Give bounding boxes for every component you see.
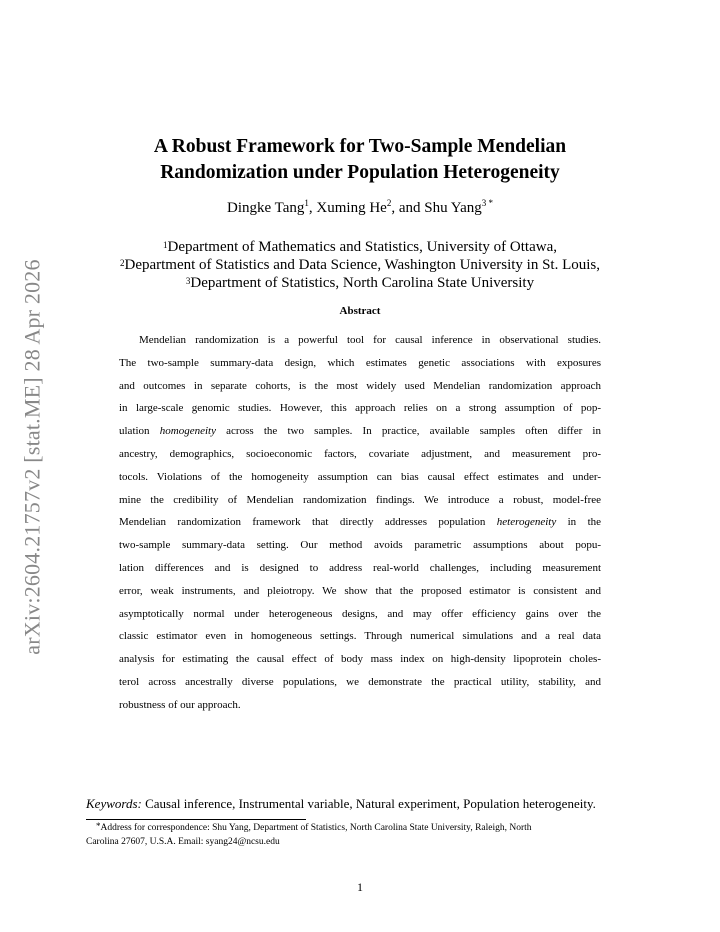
author-list [0,200,720,217]
abstract-line: robustness of our approach. [119,698,241,711]
abstract-line: lation differences and is designed to address real-world challenges, including measurement [119,561,601,574]
abstract-line: ulation homogeneity across the two samples. In practice, available samples often differ in [119,425,601,438]
title-line-2: Randomization under Population Heterogeneity [160,162,560,183]
affiliation-1 [0,238,720,256]
affil-mark: 1 [163,240,168,250]
abstract-line: in large-scale genomic studies. However, this approach relies on a strong assumption of pop- [119,402,601,415]
author-name: Dingke Tang [226,200,305,216]
author-name: , Xuming He [308,200,387,216]
affil-text: Department of Statistics, North Carolina State University [190,275,535,291]
affiliation-2 [0,256,720,274]
abstract-body [119,329,601,717]
keywords [86,796,596,812]
paper-title [0,134,720,186]
author-affil-mark: 3 [481,198,487,208]
keywords-text: Causal inference, Instrumental variable, Natural experiment, Population heterogeneity. [141,796,596,811]
title-line-1: A Robust Framework for Two-Sample Mendelian [153,136,567,157]
abstract-line: and outcomes in separate cohorts, is the most widely used Mendelian randomization approach [119,379,601,392]
affil-mark: 3 [185,276,191,286]
abstract-line: classic estimator even in homogeneous settings. Through numerical simulations and a real data [119,630,601,643]
abstract-line: mine the credibility of Mendelian randomization findings. We introduce a robust, model-free [119,493,601,506]
affil-text: Department of Statistics and Data Science, Washington University in St. Louis, [124,257,601,273]
abstract-line: asymptotically normal under heterogeneous designs, and may offer efficiency gains over the [119,607,601,620]
footnote-line-1: *Address for correspondence: Shu Yang, Department of Statistics, North Carolina State University, Raleigh, North [96,821,532,833]
abstract-line: ancestry, demographics, socioeconomic factors, covariate adjustment, and measurement pro- [119,447,601,460]
abstract-heading: Abstract [339,305,381,317]
keywords-label: Keywords: [86,796,142,811]
footnote-mark: * [96,821,101,831]
abstract-line: The two-sample summary-data design, which estimates genetic associations with exposures [119,356,601,369]
author-affil-mark: 1 [304,198,309,208]
affil-text: Department of Mathematics and Statistics, University of Ottawa, [167,239,557,255]
abstract-line: two-sample summary-data setting. Our method avoids parametric assumptions about popu- [119,539,601,552]
affiliation-3 [0,274,720,292]
abstract-line: Mendelian randomization is a powerful tool for causal inference in observational studies. [139,334,601,346]
abstract-line: tocols. Violations of the homogeneity assumption can bias causal effect estimates and under- [119,470,601,483]
abstract-line: Mendelian randomization framework that directly addresses population heterogeneity in the [119,516,602,529]
arxiv-id-label: arXiv:2604.21757v2 [stat.ME] 28 Apr 2026 [20,259,45,655]
footnote [86,822,638,849]
author-affil-mark: 2 [386,198,392,208]
corresponding-mark: * [486,198,494,208]
author-name: , and Shu Yang [391,200,482,216]
footnote-rule [86,819,306,820]
affiliations [0,238,720,292]
abstract-line: analysis for estimating the causal effect of body mass index on high-density lipoprotein choles- [119,653,601,666]
abstract-line: error, weak instruments, and pleiotropy. We show that the proposed estimator is consistent and [119,584,601,597]
footnote-line-2: Carolina 27607, U.S.A. Email: syang24@ncsu.edu [86,836,280,847]
page-number: 1 [357,880,363,894]
affil-mark: 2 [119,258,125,268]
abstract-line: terol across ancestrally diverse populations, we demonstrate the practical utility, stability, and [119,675,601,688]
